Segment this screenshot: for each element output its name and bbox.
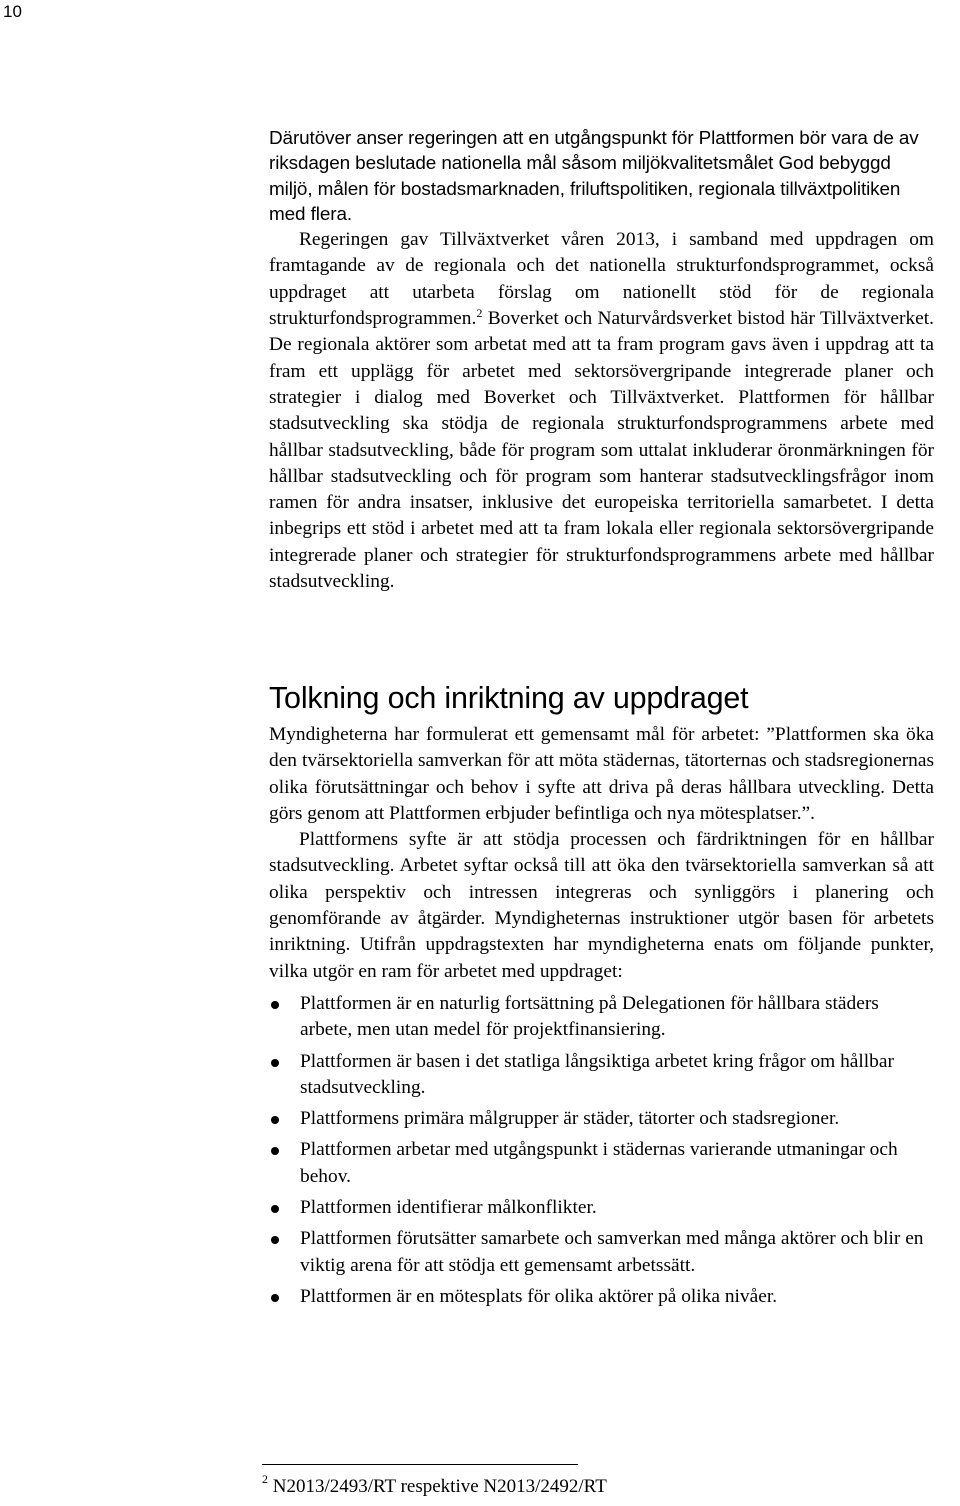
list-item: Plattformen är en naturlig fortsättning på Delegationen för hållbara städers arbete, men utan medel för projektfinansiering. bbox=[269, 991, 934, 1044]
intro-paragraph: Därutöver anser regeringen att en utgångspunkt för Plattformen bör vara de av riksdagen beslutade nationella mål såsom miljökvalitetsmålet God bebyggd miljö, målen för bostadsmarknaden, friluftspolitiken, regionala tillväxtpolitiken med flera. bbox=[269, 128, 919, 225]
footnote-number: 2 bbox=[262, 1472, 268, 1486]
bullet-icon bbox=[271, 1001, 279, 1009]
bullet-icon bbox=[271, 1236, 279, 1244]
list-item: Plattformen förutsätter samarbete och samverkan med många aktörer och blir en viktig arena för att stödja ett gemensamt arbetssätt. bbox=[269, 1226, 934, 1279]
regeringen-text-2: Boverket och Naturvårdsverket bistod här Tillväxtverket. De regionala aktörer som arbetat med att ta fram program gavs även i uppdrag att ta fram ett upplägg för arbetet med sektorsövergripande integrerade planer och strategier i dialog med Boverket och Tillväxtverket. Plattformen för hållbar stadsutveckling ska stödja de regionala strukturfondsprogrammens arbete med hållbar stadsutveckling, både för program som uttalat inkluderar öronmärkningen för hållbar stadsutveckling och för program som hanterar stadsutvecklingsfrågor inom ramen för andra insatser, inklusive det europeiska territoriella samarbetet. I detta inbegrips ett stöd i arbetet med att ta fram lokala eller regionala sektorsövergripande integrerade planer och strategier för strukturfondsprogrammens arbete med hållbar stadsutveckling. bbox=[269, 308, 934, 593]
main-content bbox=[269, 126, 934, 1307]
bullet-icon bbox=[271, 1205, 279, 1213]
regeringen-paragraph bbox=[269, 227, 934, 595]
bullet-icon bbox=[271, 1294, 279, 1302]
bullet-icon bbox=[271, 1147, 279, 1155]
regeringen-text-1: Regeringen gav Tillväxtverket våren 2013, i samband med uppdragen om framtagande av de regionala och det nationella strukturfondsprogrammet, också uppdraget att utarbeta förslag om nationellt stöd för de regionala strukturfondsprogrammen. bbox=[269, 229, 934, 330]
bullet-icon bbox=[271, 1116, 279, 1124]
list-item: Plattformen arbetar med utgångspunkt i städernas varierande utmaningar och behov. bbox=[269, 1137, 934, 1190]
section-heading: Tolkning och inriktning av uppdraget bbox=[269, 681, 749, 715]
goal-paragraph: Myndigheterna har formulerat ett gemensamt mål för arbetet: ”Plattformen ska öka den tvärsektoriella samverkan för att möta städernas, tätorternas och stadsregionernas olika förutsättningar och behov i syfte att driva på deras hållbara utveckling. Detta görs genom att Plattformen erbjuder befintliga och nya mötesplatser.”. bbox=[269, 724, 934, 824]
list-item: Plattformen är en mötesplats för olika aktörer på olika nivåer. bbox=[269, 1284, 934, 1310]
footnote-text: N2013/2493/RT respektive N2013/2492/RT bbox=[272, 1476, 607, 1497]
footnote bbox=[262, 1474, 607, 1500]
bullet-list bbox=[269, 991, 934, 1310]
list-item: Plattformen identifierar målkonflikter. bbox=[269, 1195, 934, 1221]
purpose-paragraph: Plattformens syfte är att stödja processen och färdriktningen för en hållbar stadsutveckling. Arbetet syftar också till att öka den tvärsektoriella samverkan så att olika perspektiv och intressen integreras och synliggörs i planering och genomförande av åtgärder. Myndigheternas instruktioner utgör basen för arbetets inriktning. Utifrån uppdragstexten har myndigheterna enats om följande punkter, vilka utgör en ram för arbetet med uppdraget: bbox=[269, 829, 934, 982]
section-body bbox=[269, 722, 934, 1315]
footnote-reference[interactable]: 2 bbox=[476, 306, 483, 321]
list-item: Plattformens primära målgrupper är städer, tätorter och stadsregioner. bbox=[269, 1106, 934, 1132]
bullet-icon bbox=[271, 1059, 279, 1067]
footnote-divider bbox=[262, 1464, 578, 1465]
list-item: Plattformen är basen i det statliga långsiktiga arbetet kring frågor om hållbar stadsutveckling. bbox=[269, 1049, 934, 1102]
page-number: 10 bbox=[3, 2, 22, 21]
